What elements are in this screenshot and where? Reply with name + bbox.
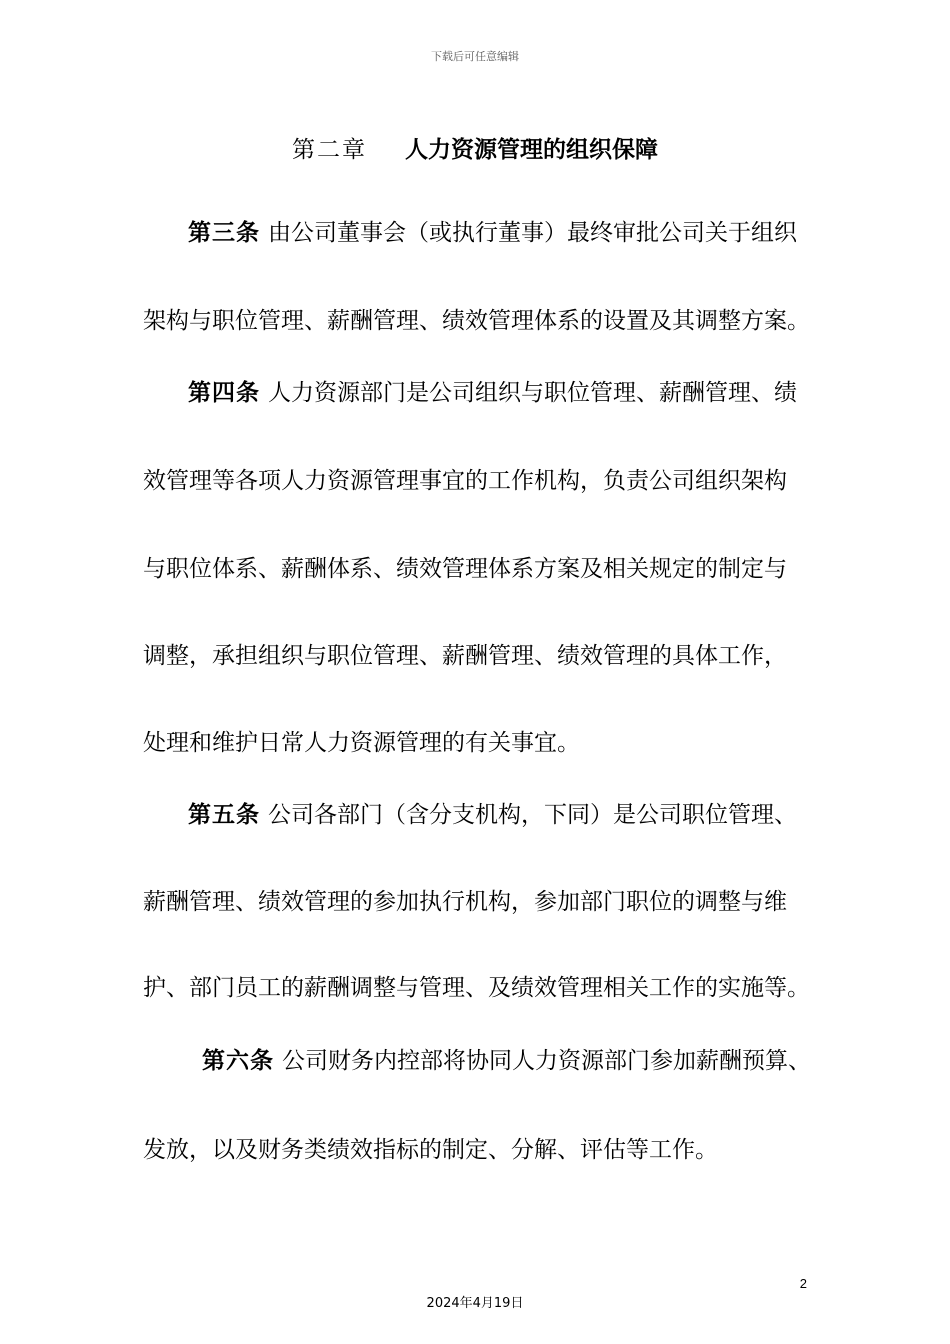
article-4-line-2: 效管理等各项人力资源管理事宜的工作机构，负责公司组织架构 [143, 468, 787, 494]
article-5-line-2: 薪酬管理、绩效管理的参加执行机构，参加部门职位的调整与维 [143, 889, 787, 915]
header-note: 下载后可任意编辑 [431, 50, 519, 63]
article-3-line-1 [188, 217, 797, 249]
footer-date: 2024年4月19日 [426, 1296, 524, 1311]
chapter-title [0, 134, 950, 166]
article-4-line-3: 与职位体系、薪酬体系、绩效管理体系方案及相关规定的制定与 [143, 556, 787, 582]
page-number: 2 [799, 1276, 807, 1291]
article-6-line-2: 发放，以及财务类绩效指标的制定、分解、评估等工作。 [143, 1137, 718, 1163]
article-5-head: 第五条 [188, 801, 260, 828]
article-4-line-4: 调整，承担组织与职位管理、薪酬管理、绩效管理的具体工作， [143, 643, 787, 669]
article-3-text-1: 由公司董事会（或执行董事）最终审批公司关于组织 [268, 220, 797, 246]
article-4-text-1: 人力资源部门是公司组织与职位管理、薪酬管理、绩 [268, 380, 797, 406]
article-4-line-5: 处理和维护日常人力资源管理的有关事宜。 [143, 730, 580, 756]
article-5-line-1 [188, 799, 797, 831]
article-3-head: 第三条 [188, 219, 260, 246]
article-6-line-1 [202, 1045, 811, 1077]
article-3-line-2: 架构与职位管理、薪酬管理、绩效管理体系的设置及其调整方案。 [143, 308, 810, 334]
article-4-line-1 [188, 377, 797, 409]
article-5-line-3: 护、部门员工的薪酬调整与管理、及绩效管理相关工作的实施等。 [143, 975, 810, 1001]
article-4-head: 第四条 [188, 379, 260, 406]
article-6-text-1: 公司财务内控部将协同人力资源部门参加薪酬预算、 [282, 1048, 811, 1074]
chapter-name: 人力资源管理的组织保障 [405, 137, 658, 163]
article-5-text-1: 公司各部门（含分支机构，下同）是公司职位管理、 [268, 802, 797, 828]
chapter-number: 第二章 [292, 137, 367, 163]
article-6-head: 第六条 [202, 1047, 274, 1074]
